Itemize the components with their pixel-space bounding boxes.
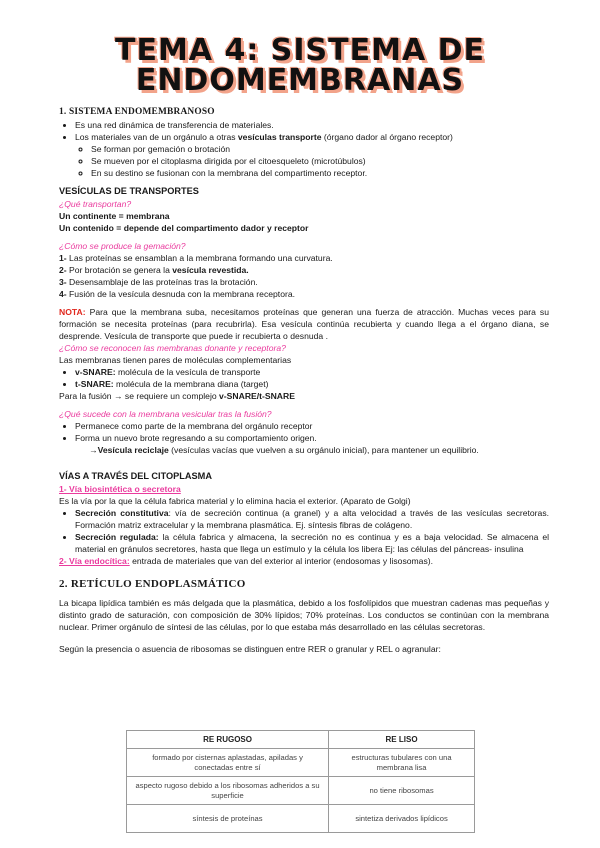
list-item xyxy=(75,507,549,531)
step-item xyxy=(59,288,549,300)
section-heading-endomembranoso: 1. SISTEMA ENDOMEMBRANOSO xyxy=(59,107,215,117)
list-item-text: la célula fabrica y almacena, la secreción no es continua y es a baja velocidad. Se almacena el material en gránulos secretores, hasta que llega un estímulo y la célula los libera Ej: las células del páncreas- insulina xyxy=(75,532,550,554)
bold-term: v-SNARE/t-SNARE xyxy=(219,391,295,401)
paragraph xyxy=(59,390,549,402)
bullet-list xyxy=(59,420,549,444)
paragraph xyxy=(59,555,549,567)
list-item: ◦ Se mueven por el citoplasma dirigida por el citoesqueleto (microtúbulos) xyxy=(91,155,549,167)
list-item-text: : vía de secreción continua (a granel) y a alta velocidad a través de las vesículas secretoras. Formación matriz extracelular y la membrana plasmática. Ej. síntesis fibras de colágeno. xyxy=(75,508,549,530)
table-cell: estructuras tubulares con una membrana lisa xyxy=(329,749,475,777)
bold-term: Secreción regulada: xyxy=(75,532,159,542)
paragraph: Un contenido = depende del compartimento dador y receptor xyxy=(59,223,309,233)
list-item-text: molécula de la vesícula de transporte xyxy=(115,367,261,377)
bullet-list xyxy=(59,366,549,390)
table-cell: aspecto rugoso debido a los ribosomas adheridos a su superficie xyxy=(127,777,329,805)
paragraph-text: entrada de materiales que van del exterior al interior (endosomas y lisosomas). xyxy=(129,556,434,566)
question-heading: ¿Qué sucede con la membrana vesicular tras la fusión? xyxy=(59,409,272,419)
step-text: Fusión de la vesícula desnuda con la membrana receptora. xyxy=(66,289,295,299)
table-header-row xyxy=(127,731,475,749)
pathway-label: 2- Vía endocítica: xyxy=(59,556,130,566)
title-line-1: TEMA 4: SISTEMA DE xyxy=(114,33,486,68)
paragraph: Las membranas tienen pares de moléculas complementarias xyxy=(59,355,292,365)
note-text: Para que la membrana suba, necesitamos proteínas que generan una fuerza de atracción. Muchas veces para su formación se necesita proteínas (para recubrirla). Esa vesícula continúa recubierta y cuando llega a el órgano diana, se desprende. Vesícula de transporte que puede ir recubierta o desnuda . xyxy=(59,307,549,341)
bold-term: v-SNARE: xyxy=(75,367,116,377)
paragraph: Según la presencia o asuencia de ribosomas se distinguen entre RER o granular y REL o agranular: xyxy=(59,644,441,654)
pathway-label: 1- Vía biosintética o secretora xyxy=(59,484,181,494)
step-text: Las proteínas se ensamblan a la membrana formando una curvatura. xyxy=(66,253,333,263)
table-header: RE RUGOSO xyxy=(127,731,329,749)
step-item xyxy=(59,276,549,288)
step-item xyxy=(59,252,549,264)
paragraph: Un continente = membrana xyxy=(59,211,170,221)
list-item xyxy=(75,131,549,179)
paragraph: Es la vía por la que la célula fabrica material y lo elimina hacia el exterior. (Aparato de Golgi) xyxy=(59,496,411,506)
list-item-text: Los materiales van de un orgánulo a otras xyxy=(75,132,238,142)
sub-list xyxy=(75,143,549,179)
comparison-table xyxy=(126,730,475,833)
section-heading-vias: VÍAS A TRAVÉS DEL CITOPLASMA xyxy=(59,471,212,481)
arrow: → xyxy=(89,445,98,455)
question-heading: ¿Qué transportan? xyxy=(59,199,132,209)
step-number: 1- xyxy=(59,253,67,263)
list-item-text: molécula de la membrana diana (target) xyxy=(113,379,269,389)
paragraph: La bicapa lipídica también es más delgada que la plasmática, debido a los fosfolípidos que muestran cadenas mas pequeñas y distinto grado de saturación, con composición de 30% lípidos; 70% proteínas. Los conductos se continúan con la membrana nuclear. Primer orgánulo de síntesi de las células, por lo que estaba más desarrollado en las células secretoras. xyxy=(59,598,549,632)
step-text: Por brotación se genera la xyxy=(66,265,173,275)
question-heading: ¿Cómo se reconocen las membranas donante y receptora? xyxy=(59,343,286,353)
page-title xyxy=(0,33,600,98)
title-line-2: ENDOMEMBRANAS xyxy=(135,63,465,98)
section-heading-reticulo: 2. RETÍCULO ENDOPLASMÁTICO xyxy=(59,578,246,590)
step-item xyxy=(59,264,549,276)
list-item-text: Es una red dinámica de transferencia de materiales. xyxy=(75,120,274,130)
bold-term: t-SNARE: xyxy=(75,379,114,389)
list-item xyxy=(75,531,549,555)
list-item-text: (órgano dador al órgano receptor) xyxy=(321,132,453,142)
table-header: RE LISO xyxy=(329,731,475,749)
table-row xyxy=(127,749,475,777)
list-item xyxy=(75,119,549,131)
bullet-list xyxy=(59,507,549,555)
note-label: NOTA: xyxy=(59,307,86,317)
list-item: • Forma un nuevo brote regresando a su comportamiento origen. xyxy=(75,432,549,444)
list-item xyxy=(75,366,549,378)
table-row xyxy=(127,777,475,805)
bold-term: vesículas transporte xyxy=(237,132,322,142)
section-heading-vesiculas: VESÍCULAS DE TRANSPORTES xyxy=(59,186,199,196)
bold-term: vesícula revestida. xyxy=(172,265,249,275)
main-content xyxy=(59,106,549,655)
table-cell: síntesis de proteínas xyxy=(127,805,329,833)
table-cell: no tiene ribosomas xyxy=(329,777,475,805)
bold-term: Vesícula reciclaje xyxy=(97,445,169,455)
bold-term: Secreción constitutiva xyxy=(75,508,169,518)
paragraph-text: Para la fusión → se requiere un complejo xyxy=(59,391,220,401)
list-item: ◦ Se forman por gemación o brotación xyxy=(91,143,549,155)
note-paragraph xyxy=(59,306,549,342)
list-item xyxy=(75,378,549,390)
table-cell: formado por cisternas aplastadas, apiladas y conectadas entre sí xyxy=(127,749,329,777)
list-item: ◦ En su destino se fusionan con la membrana del compartimento receptor. xyxy=(91,167,549,179)
table-row xyxy=(127,805,475,833)
step-number: 4- xyxy=(59,289,67,299)
bullet-list xyxy=(59,119,549,179)
step-number: 2- xyxy=(59,265,67,275)
question-heading: ¿Cómo se produce la gemación? xyxy=(59,241,186,251)
table-cell: sintetiza derivados lipídicos xyxy=(329,805,475,833)
list-item: • Permanece como parte de la membrana del orgánulo receptor xyxy=(75,420,549,432)
paragraph-text: (vesículas vacías que vuelven a su orgánulo inicial), para mantener un equilibrio. xyxy=(168,445,479,455)
paragraph xyxy=(59,444,549,456)
step-text: Desensamblaje de las proteínas tras la brotación. xyxy=(66,277,258,287)
step-number: 3- xyxy=(59,277,67,287)
